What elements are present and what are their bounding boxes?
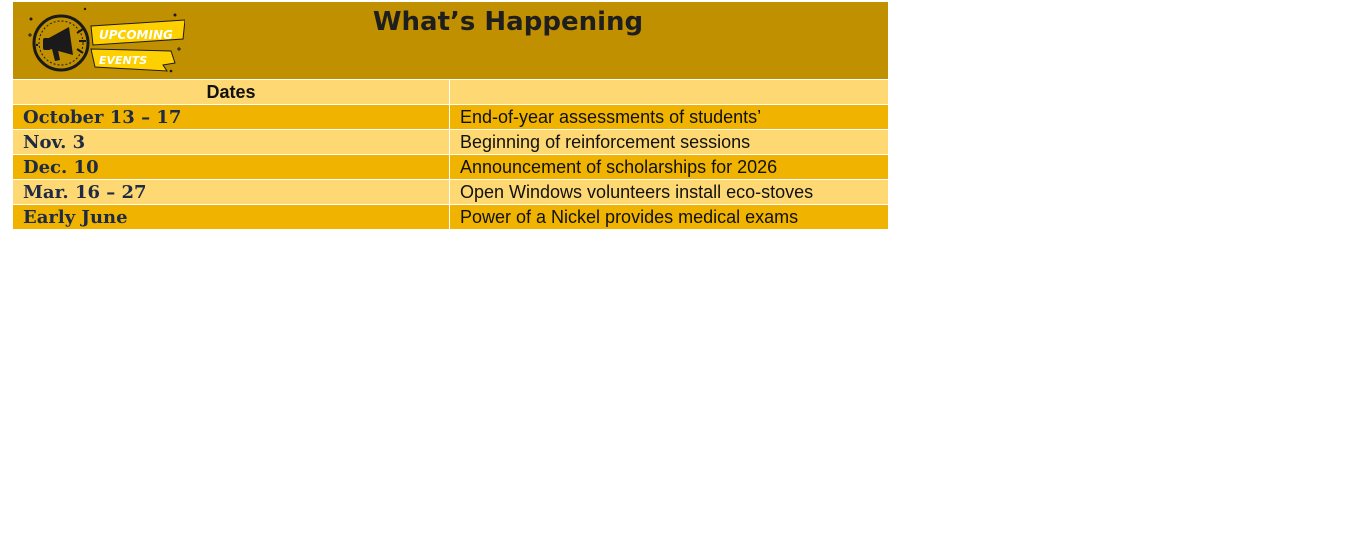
header-dates: Dates [13,80,450,104]
event-description: Beginning of reinforcement sessions [460,132,751,152]
events-banner [13,2,888,80]
table-row [13,205,888,229]
page-title: What’s Happening [372,7,644,37]
table-row [13,180,888,205]
event-date: Early June [13,205,450,229]
logo-line1-text: UPCOMING [99,28,173,42]
event-date: Nov. 3 [13,130,450,154]
event-description: Power of a Nickel provides medical exams [460,207,799,227]
table-row [13,155,888,180]
table-row [13,130,888,155]
event-date: Mar. 16 – 27 [13,180,450,204]
event-date: October 13 – 17 [13,105,450,129]
event-description: Open Windows volunteers install eco-stoves [460,182,814,202]
events-table [13,2,888,229]
event-date: Dec. 10 [13,155,450,179]
table-header-row [13,80,888,105]
table-row [13,105,888,130]
event-description: End-of-year assessments of students’ [460,107,762,127]
logo-line2-text: EVENTS [99,54,148,67]
event-description: Announcement of scholarships for 2026 [460,157,778,177]
header-description [450,80,888,104]
